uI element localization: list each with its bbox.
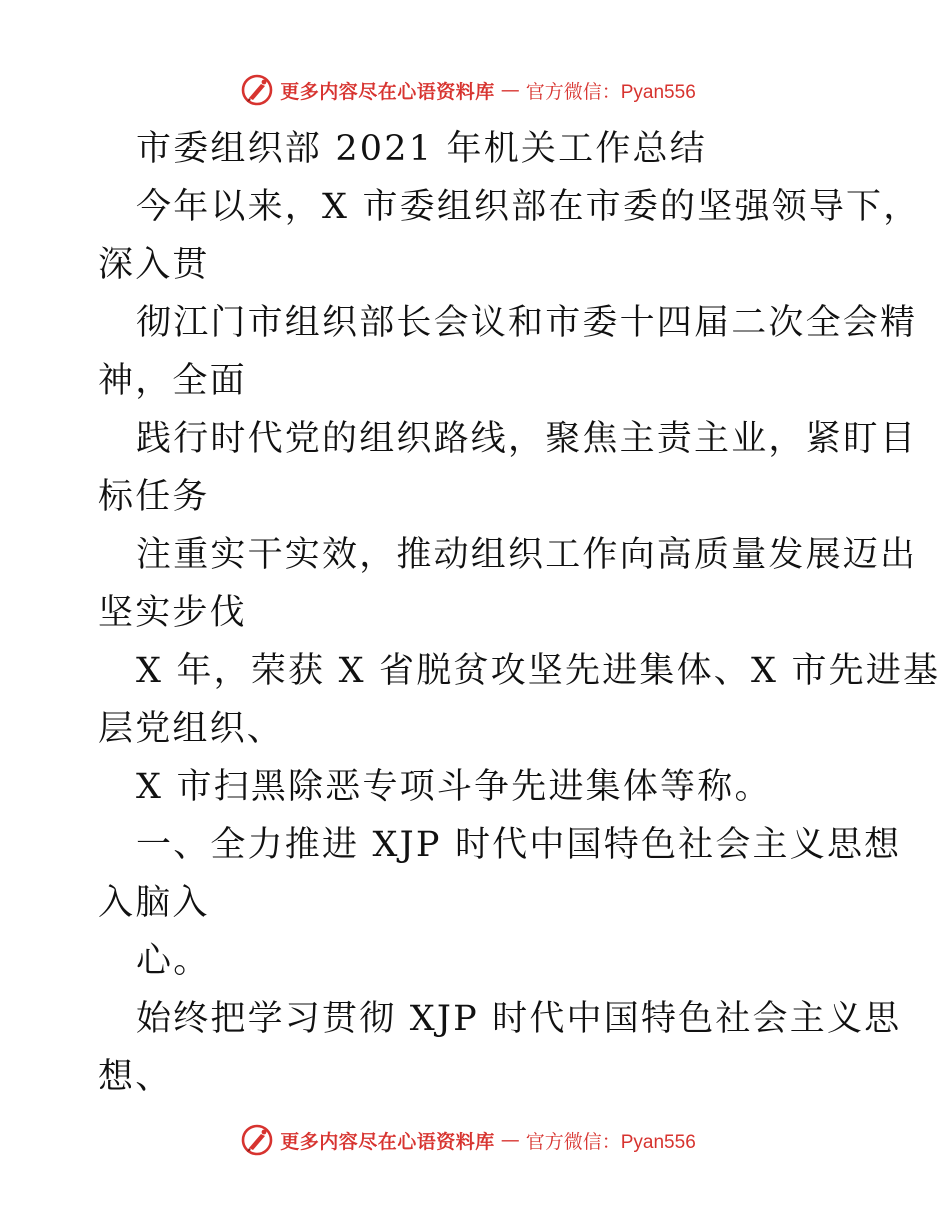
banner-content [240, 1123, 696, 1157]
footer-banner [0, 1120, 950, 1160]
doc-line: 一、全力推进 XJP 时代中国特色社会主义思想 [136, 825, 902, 865]
doc-line: 彻江门市组织部长会议和市委十四届二次全会精 [136, 303, 918, 343]
doc-line: 今年以来，X 市委组织部在市委的坚强领导下， [136, 187, 921, 227]
doc-line: 坚实步伐 [98, 593, 247, 633]
header-banner [0, 70, 950, 110]
doc-line: 层党组织、 [98, 709, 285, 749]
doc-line: X 年，荣获 X 省脱贫攻坚先进集体、X 市先进基 [136, 651, 941, 691]
banner-wechat: 官方微信：Pyan556 [525, 81, 696, 103]
doc-line: 神，全面 [98, 361, 247, 401]
doc-line: 市委组织部 2021 年机关工作总结 [136, 129, 707, 169]
banner-separator: — [500, 1129, 520, 1151]
doc-line: X 市扫黑除恶专项斗争先进集体等称。 [136, 767, 772, 807]
banner-text: 更多内容尽在心语资料库 [280, 1130, 495, 1153]
doc-line: 入脑入 [98, 883, 210, 923]
doc-line: 想、 [98, 1057, 173, 1097]
document-body [98, 120, 941, 1106]
doc-line: 深入贯 [98, 245, 210, 285]
pen-logo-icon [240, 1123, 274, 1157]
doc-line: 始终把学习贯彻 XJP 时代中国特色社会主义思 [136, 999, 902, 1039]
pen-logo-icon [240, 73, 274, 107]
doc-line: 心。 [136, 941, 211, 981]
doc-line: 践行时代党的组织路线，聚焦主责主业，紧盯目 [136, 419, 918, 459]
banner-content [240, 73, 696, 107]
banner-text: 更多内容尽在心语资料库 [280, 80, 495, 103]
doc-line: 标任务 [98, 477, 210, 517]
doc-line: 注重实干实效，推动组织工作向高质量发展迈出 [136, 535, 918, 575]
banner-separator: — [500, 79, 520, 101]
banner-wechat: 官方微信：Pyan556 [525, 1131, 696, 1153]
